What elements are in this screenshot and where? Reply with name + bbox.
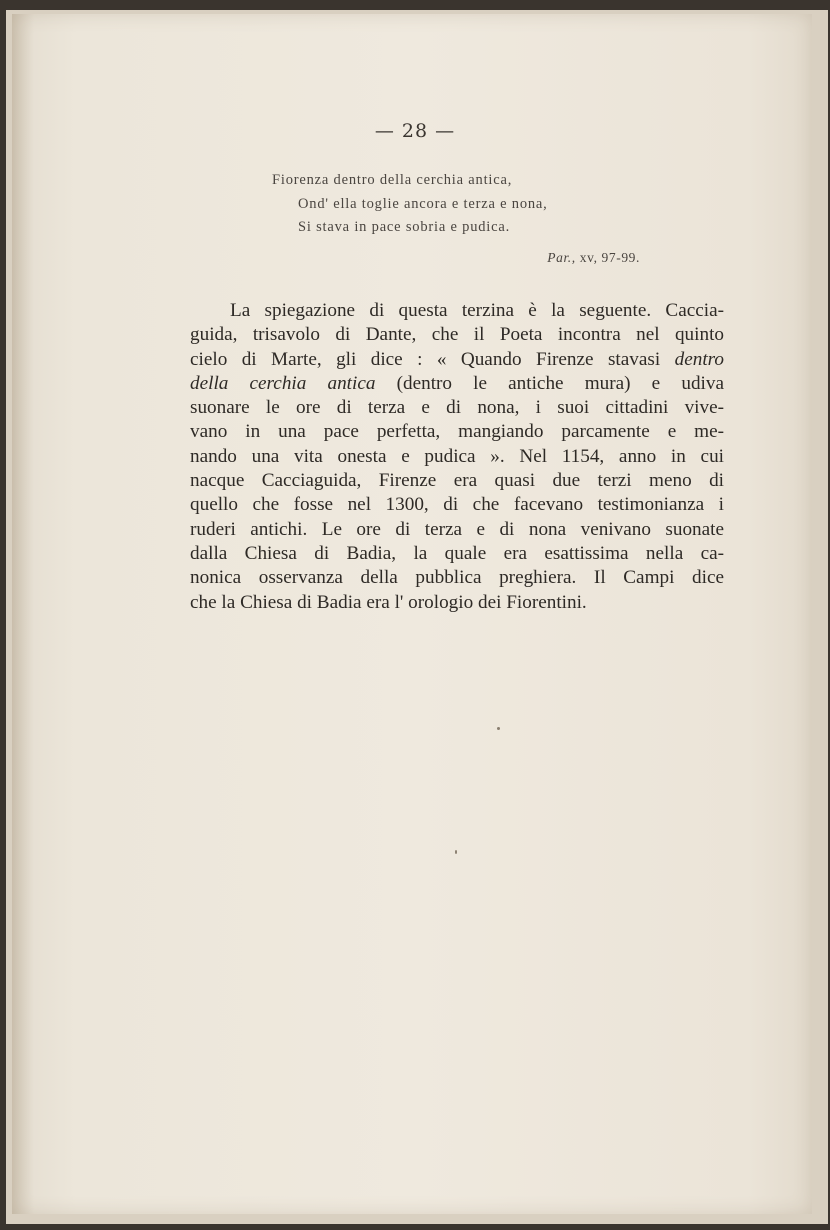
citation-work: Par., [547,250,576,265]
epigraph-citation [547,250,640,266]
body-line-4 [190,372,724,396]
body-line-8: nacque Cacciaguida, Firenze era quasi due terzi meno di [190,470,724,492]
body-line-4-text: (dentro le antiche mura) e udiva [375,372,724,394]
body-line-12: nonica osservanza della pubblica preghiera. Il Campi dice [190,567,724,589]
body-line-6: vano in una pace perfetta, mangiando parcamente e me- [190,421,724,443]
paper-speck [497,727,500,730]
body-line-1: La spiegazione di questa terzina è la seguente. Caccia- [230,300,724,321]
paper-speck [455,850,457,854]
page-number: — 28 — [374,120,456,142]
body-line-5: suonare le ore di terza e di nona, i suoi cittadini vive- [190,397,724,419]
citation-reference: xv, 97-99. [579,250,640,265]
body-line-10: ruderi antichi. Le ore di terza e di nona venivano suonate [190,518,724,540]
body-line-3-text: cielo di Marte, gli dice : « Quando Firenze stavasi [190,348,675,370]
epigraph-line-2: Ond' ella toglie ancora e terza e nona, [298,196,548,212]
body-line-2: guida, trisavolo di Dante, che il Poeta incontra nel quinto [190,324,724,346]
body-paragraph [190,299,724,615]
body-line-13: che la Chiesa di Badia era l' orologio dei Fiorentini. [190,591,587,613]
body-line-3 [190,348,724,372]
body-line-11: dalla Chiesa di Badia, la quale era esattissima nella ca- [190,542,724,564]
body-line-4-italic: della cerchia antica [190,372,376,394]
body-line-7: nando una vita onesta e pudica ». Nel 1154, anno in cui [190,445,724,467]
epigraph-line-1: Fiorenza dentro della cerchia antica, [272,172,513,188]
body-line-9: quello che fosse nel 1300, di che facevano testimonianza i [190,494,724,516]
epigraph-line-3: Si stava in pace sobria e pudica. [298,219,511,235]
page-gutter-shadow [12,14,34,1214]
body-line-3-italic: dentro [674,348,724,370]
